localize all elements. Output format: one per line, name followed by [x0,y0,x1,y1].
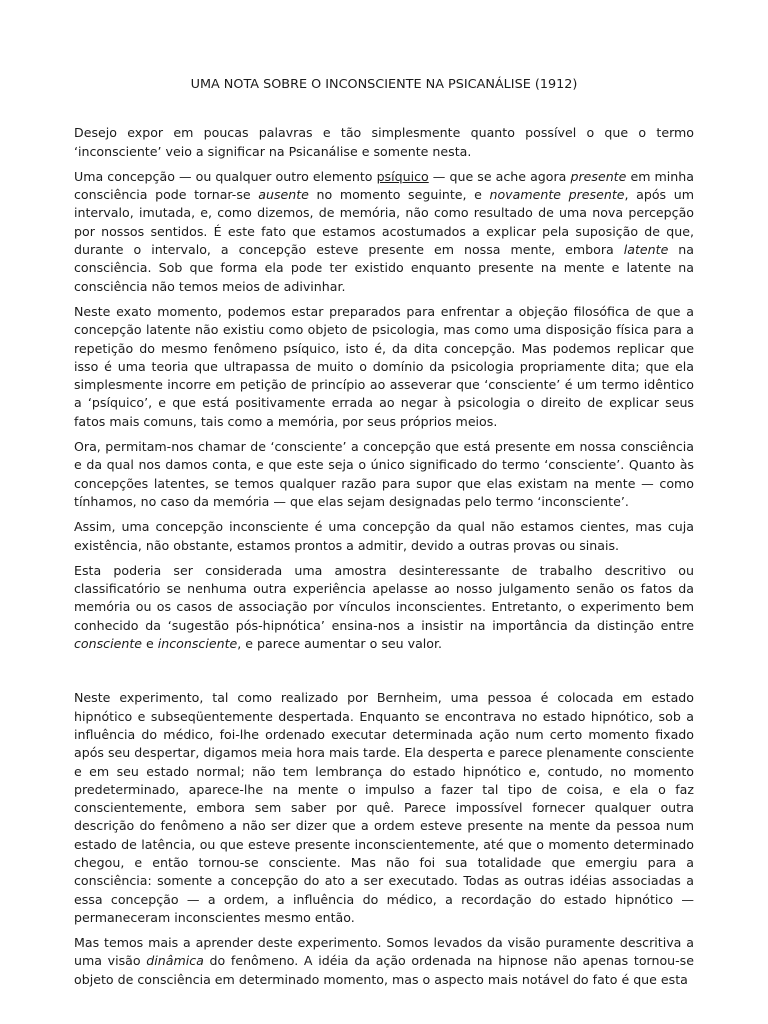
text-run: Uma concepção — ou qualquer outro elemento [74,168,377,184]
paragraph-2 [74,168,694,296]
italic-word: latente [623,242,669,258]
paragraph-3: Neste exato momento, podemos estar preparados para enfrentar a objeção filosófica de que a concepção latente não existiu como objeto de psicologia, mas como uma disposição física para a repetição do mesmo fenômeno psíquico, isto é, da dita concepção. Mas podemos replicar que isso é uma teoria que ultrapassa de muito o domínio da psicologia propriamente dita; que ela simplesmente incorre em petição de princípio ao asseverar que ‘consciente’ é um termo idêntico a ‘psíquico’, e que está positivamente errada ao negar à psicologia o direito de explicar seus fatos mais comuns, tais como a memória, por seus próprios meios. [74,303,694,429]
text-run: Esta poderia ser considerada uma amostra desinteressante de trabalho descritivo ou classificatório se nenhuma outra experiência apelasse ao nosso julgamento senão os fatos da memória ou os casos de associação por vínculos inconscientes. Entretanto, o experimento bem conhecido da ‘sugestão pós-hipnótica’ ensina-nos a insistir na importância da distinção entre [74,562,694,633]
paragraph-5: Assim, uma concepção inconsciente é uma concepção da qual não estamos cientes, mas cuja existência, não obstante, estamos prontos a admitir, devido a outras provas ou sinais. [74,519,694,553]
text-run: na consciência. Sob que forma ela pode ter existido enquanto presente na mente e latente na consciência não temos meios de adivinhar. [74,242,695,294]
paragraph-8 [74,934,694,989]
paragraph-4: Ora, permitam-nos chamar de ‘consciente’ a concepção que está presente em nossa consciência e da qual nos damos conta, e que este seja o único significado do termo ‘consciente’. Quanto às concepções latentes, se temos qualquer razão para supor que elas existam na mente — como tínhamos, no caso da memória — que elas sejam designadas pelo termo ‘inconsciente’. [74,439,694,509]
text-run: , e parece aumentar o seu valor. [237,636,443,652]
document-title: UMA NOTA SOBRE O INCONSCIENTE NA PSICANÁLISE (1912) [190,77,578,92]
text-run: no momento seguinte, e [308,187,490,203]
paragraph-6 [74,562,694,653]
italic-word: presente [570,168,627,184]
paragraph-7: Neste experimento, tal como realizado por Bernheim, uma pessoa é colocada em estado hipnótico e subseqüentemente despertada. Enquanto se encontrava no estado hipnótico, sob a influência do médico, foi-lhe ordenado executar determinada ação num certo momento fixado após seu despertar, digamos meia hora mais tarde. Ela desperta e parece plenamente consciente e em seu estado normal; não tem lembrança do estado hipnótico e, contudo, no momento predeterminado, aparece-lhe na mente o impulso a fazer tal tipo de coisa, e ela o faz conscientemente, embora sem saber por quê. Parece impossível fornecer qualquer outra descrição do fenômeno a não ser dizer que a ordem esteve presente na mente da pessoa num estado de latência, ou que esteve presente inconscientemente, até que o momento determinado chegou, e então tornou-se consciente. Mas não foi sua totalidade que emergiu para a consciência: somente a concepção do ato a ser executado. Todas as outras idéias associadas a essa concepção — a ordem, a influência do médico, a recordação do estado hipnótico — permaneceram inconscientes mesmo então. [74,690,694,925]
text-run: , após um intervalo, imutada, e, como dizemos, de memória, não como resultado de uma nova percepção por nossos sentidos. É este fato que estamos acostumados a explicar pela suposição de que, durante o intervalo, a concepção esteve presente em nossa mente, embora [74,187,694,258]
document-page [74,76,694,996]
text-run: Mas temos mais a aprender deste experimento. Somos levados da visão puramente descritiva a uma visão [74,935,694,969]
paragraph-1: Desejo expor em poucas palavras e tão simplesmente quanto possível o que o termo ‘inconsciente’ veio a significar na Psicanálise e somente nesta. [74,125,694,159]
text-run: — que se ache agora [428,168,571,184]
italic-word: novamente presente [489,187,625,203]
text-run: e [142,636,158,652]
underlined-word: psíquico [376,168,429,184]
italic-word: inconsciente [157,636,238,652]
text-run: em minha consciência pode tornar-se [74,168,694,203]
italic-word: dinâmica [146,953,204,969]
text-run: do fenômeno. A idéia da ação ordenada na hipnose não apenas tornou-se objeto de consciência em determinado momento, mas o aspecto mais notável do fato é que esta [74,953,694,987]
italic-word: ausente [258,187,309,203]
italic-word: consciente [74,636,143,652]
